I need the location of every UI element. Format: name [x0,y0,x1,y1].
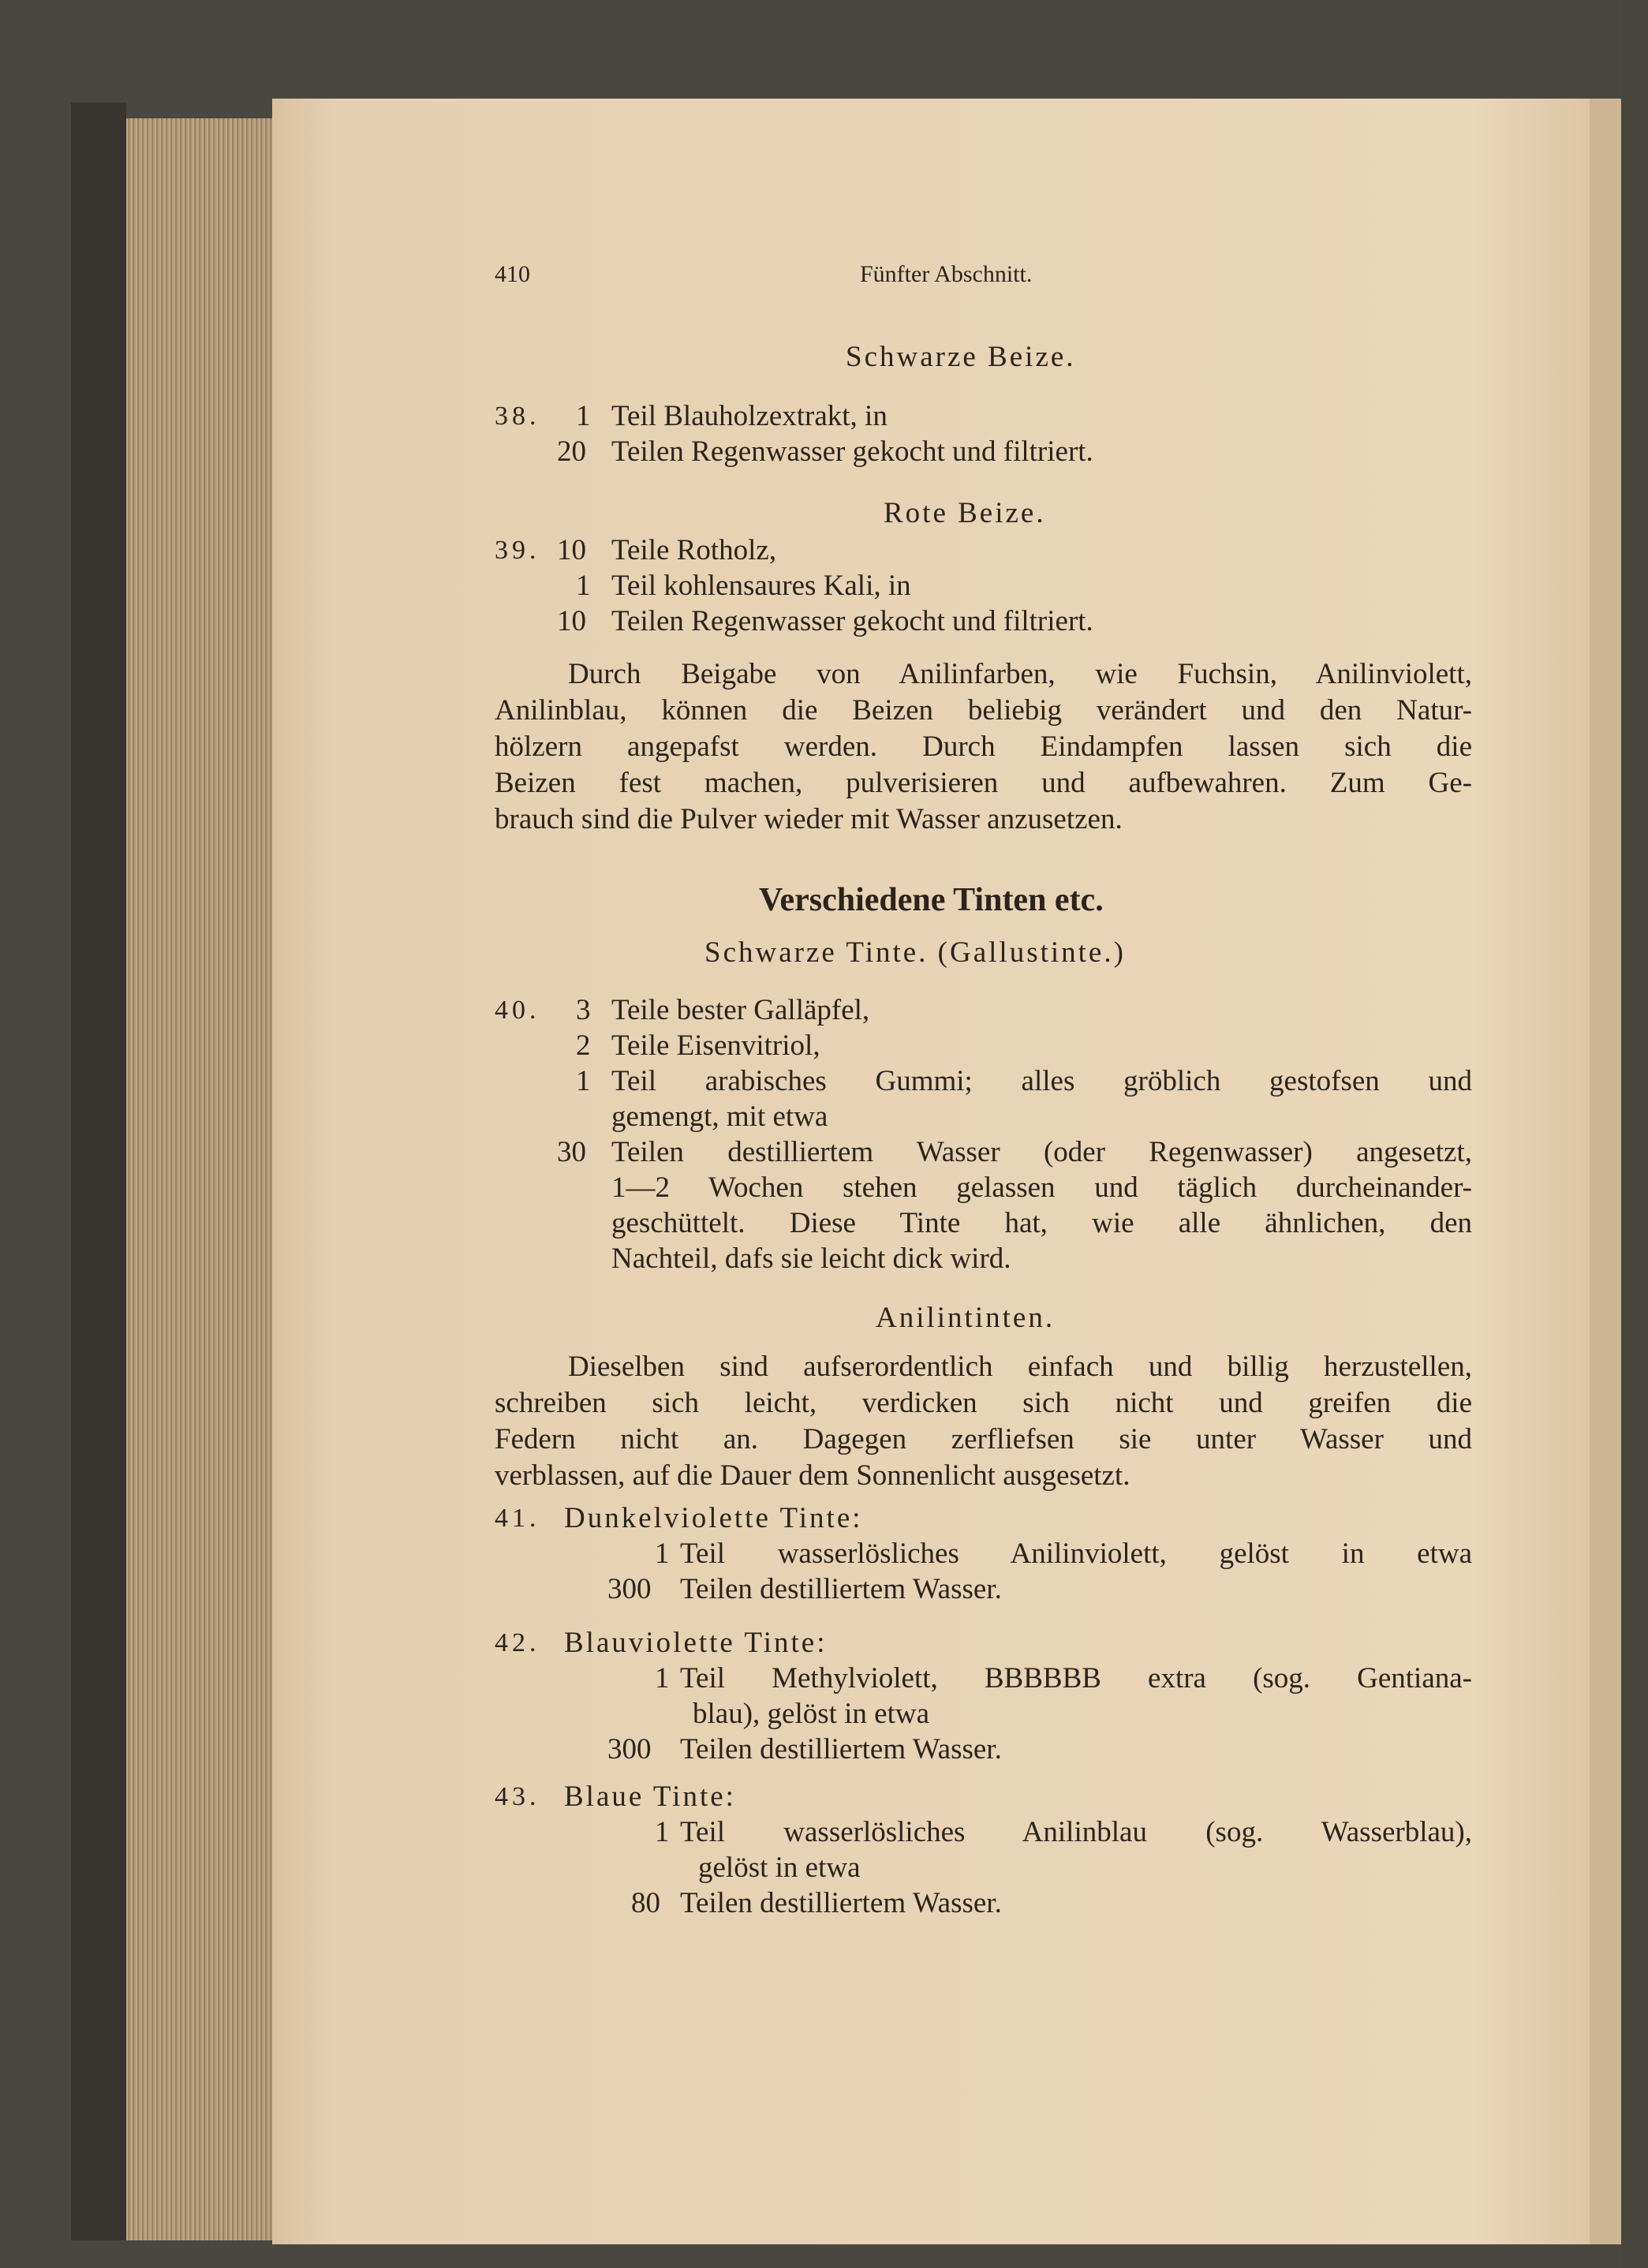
amount: 80 [631,1887,660,1919]
heading-verschiedene-tinten: Verschiedene Tinten etc. [759,882,1104,918]
ingredient-line: gelöst in etwa [698,1851,861,1884]
paragraph-line: verblassen, auf die Dauer dem Sonnenlicht ausgesetzt. [495,1459,1130,1492]
heading-schwarze-beize: Schwarze Beize. [846,341,1076,373]
recipe-number-41: 41. [495,1504,540,1533]
amount: 1 [576,570,591,602]
ingredient-line: Teil Blauholzextrakt, in [611,400,888,432]
paragraph-line: Durch Beigabe von Anilinfarben, wie Fuchsin, Anilinviolett, [568,658,1472,690]
heading-rote-beize: Rote Beize. [884,497,1046,529]
ingredient-line: geschüttelt. Diese Tinte hat, wie alle ähnlichen, den [611,1207,1472,1239]
ingredient-line: Teilen destilliertem Wasser (oder Regenwasser) angesetzt, [611,1136,1472,1168]
recipe-number-39: 39. [495,536,540,565]
amount: 30 [557,1136,586,1168]
amount: 2 [576,1029,591,1062]
recipe-number-38: 38. [495,402,540,431]
ingredient-line: 1—2 Wochen stehen gelassen und täglich durcheinander- [611,1171,1472,1204]
amount: 300 [607,1573,652,1605]
paragraph-line: Dieselben sind aufserordentlich einfach und billig herzustellen, [568,1351,1472,1383]
ingredient-line: blau), gelöst in etwa [693,1698,930,1730]
recipe-title: Dunkelviolette Tinte: [564,1502,863,1534]
amount: 1 [576,1065,591,1097]
ingredient-line: Teilen destilliertem Wasser. [680,1733,1002,1765]
amount: 1 [655,1538,670,1570]
paragraph-line: brauch sind die Pulver wieder mit Wasser anzusetzen. [495,803,1123,835]
paragraph-line: Beizen fest machen, pulverisieren und aufbewahren. Zum Ge- [495,767,1472,799]
amount: 1 [576,400,591,432]
ingredient-line: Teilen Regenwasser gekocht und filtriert. [611,605,1093,637]
subheading-gallustinte: Schwarze Tinte. (Gallustinte.) [704,936,1126,969]
running-title: Fünfter Abschnitt. [860,261,1033,287]
ingredient-line: Teil kohlensaures Kali, in [611,570,911,602]
amount: 10 [557,534,586,566]
amount: 1 [655,1662,670,1694]
amount: 20 [557,435,586,468]
ingredient-line: Teil Methylviolett, BBBBBB extra (sog. Gentiana- [680,1662,1472,1694]
ingredient-line: Teile Rotholz, [611,534,777,566]
ingredient-line: Teil wasserlösliches Anilinblau (sog. Wasserblau), [680,1816,1472,1848]
ingredient-line: Nachteil, dafs sie leicht dick wird. [611,1242,1011,1275]
paragraph-line: schreiben sich leicht, verdicken sich nicht und greifen die [495,1387,1472,1419]
heading-anilintinten: Anilintinten. [876,1302,1056,1334]
ingredient-line: Teil arabisches Gummi; alles gröblich gestofsen und [611,1065,1472,1097]
paragraph-line: Anilinblau, können die Beizen beliebig verändert und den Natur- [495,694,1472,727]
recipe-number-43: 43. [495,1782,540,1811]
recipe-number-40: 40. [495,996,540,1025]
ingredient-line: Teile Eisenvitriol, [611,1029,820,1062]
amount: 300 [607,1733,652,1765]
recipe-number-42: 42. [495,1628,540,1657]
ingredient-line: gemengt, mit etwa [611,1100,828,1133]
amount: 3 [576,994,591,1026]
amount: 1 [655,1816,670,1848]
paragraph-line: Federn nicht an. Dagegen zerfliefsen sie unter Wasser und [495,1423,1472,1455]
recipe-title: Blaue Tinte: [564,1780,736,1813]
ingredient-line: Teilen Regenwasser gekocht und filtriert. [611,435,1093,468]
ingredient-line: Teile bester Galläpfel, [611,994,870,1026]
recipe-title: Blauviolette Tinte: [564,1627,828,1659]
ingredient-line: Teilen destilliertem Wasser. [680,1573,1002,1605]
ingredient-line: Teilen destilliertem Wasser. [680,1887,1002,1919]
amount: 10 [557,605,586,637]
ingredient-line: Teil wasserlösliches Anilinviolett, gelöst in etwa [680,1538,1472,1570]
paragraph-line: hölzern angepafst werden. Durch Eindampfen lassen sich die [495,730,1472,763]
page-number: 410 [495,261,530,287]
